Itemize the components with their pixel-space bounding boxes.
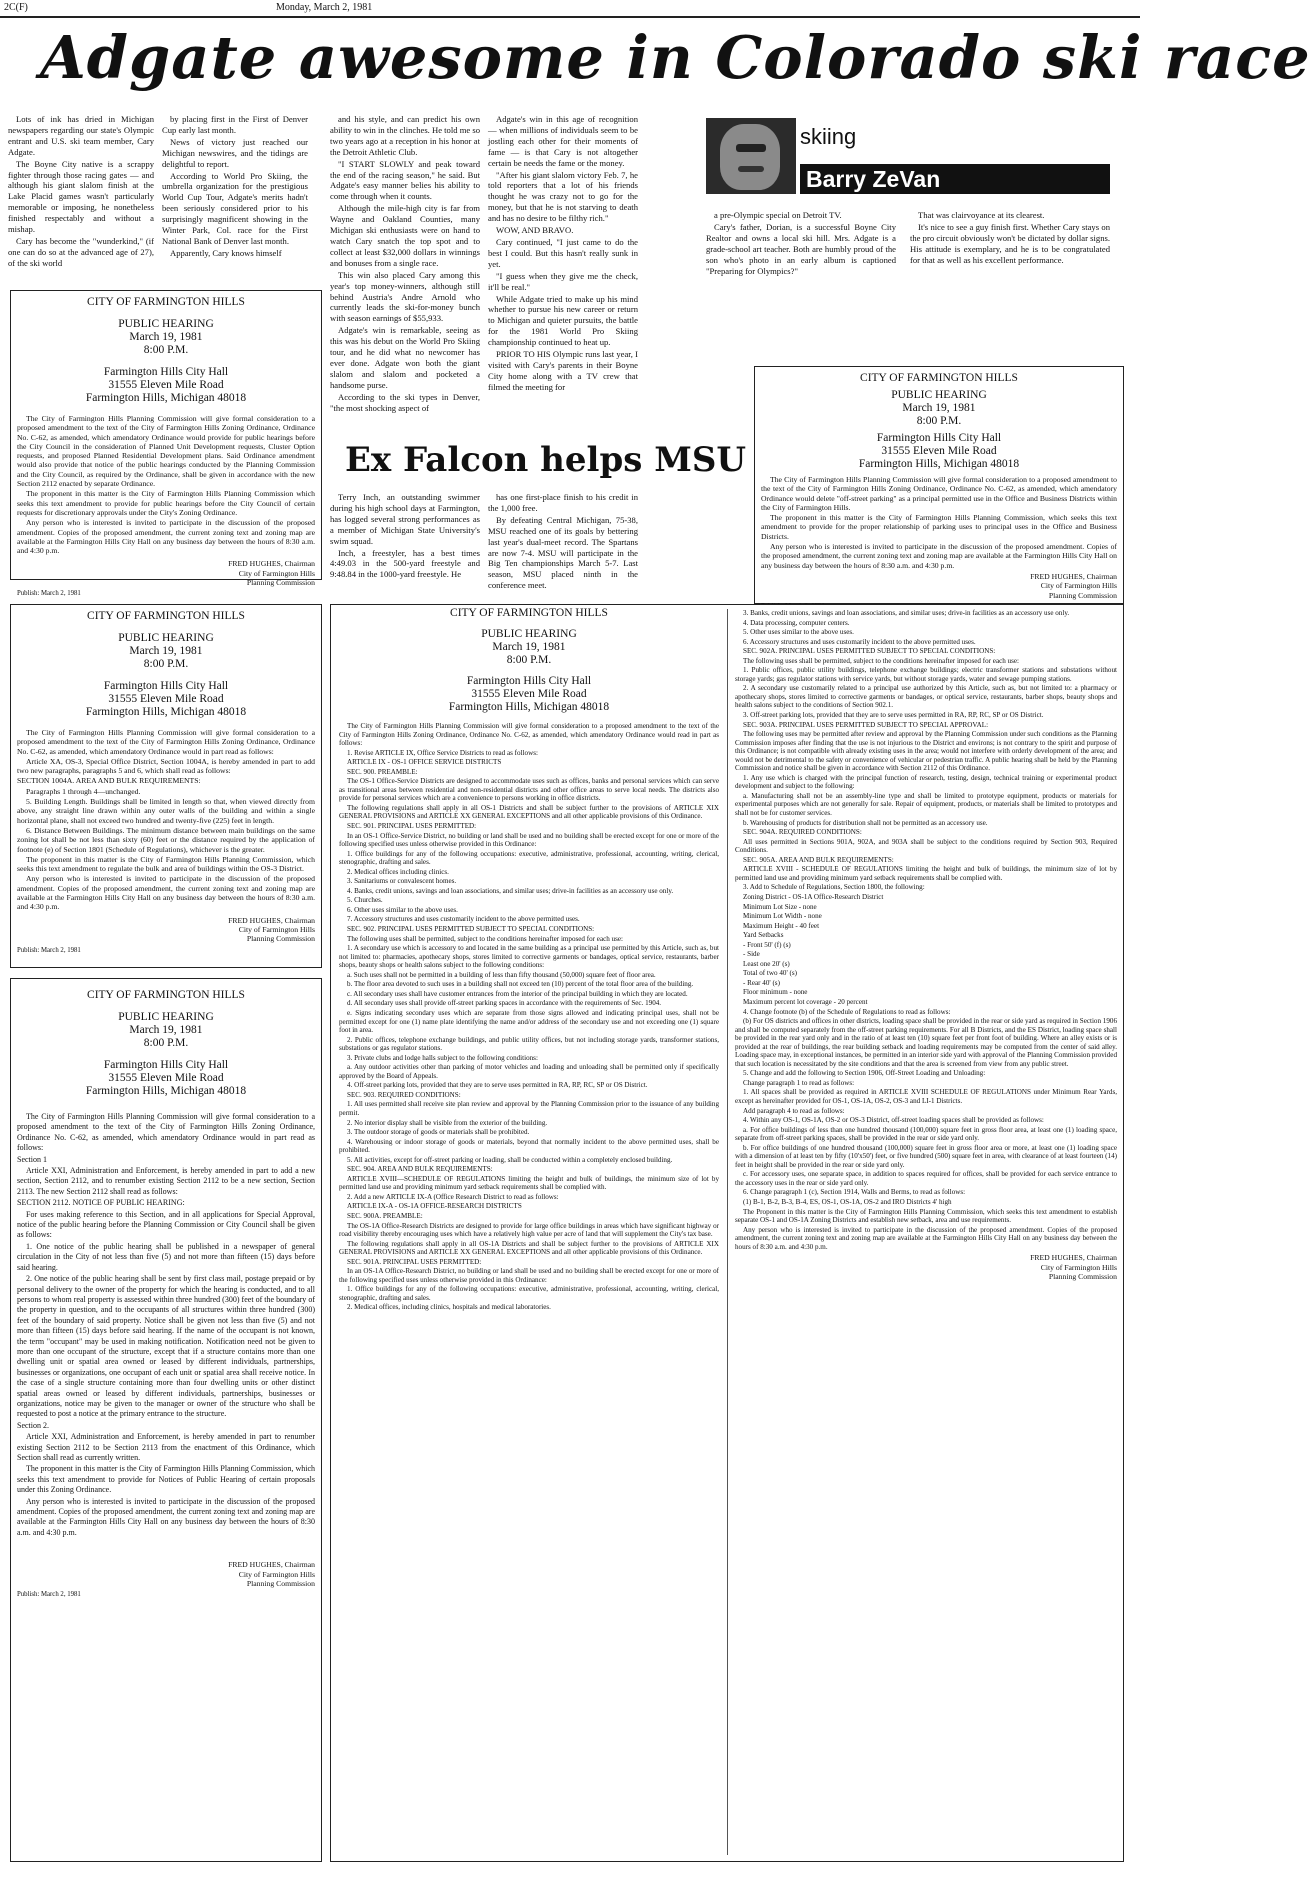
notice-paragraph: The proponent in this matter is the City of Farmington Hills Planning Commission, which seeks this text amendment to regulate the bulk and area of buildings within the OS-3 District. [17, 854, 315, 874]
notice-paragraph: 1. One notice of the public hearing shall be published in a newspaper of general circulation in the City of not less than five (5) and not more than fifteen (15) days before said hearing. [17, 1241, 315, 1272]
notice-paragraph: Any person who is interested is invited to participate in the discussion of the proposed amendment. Copies of the proposed amendment, the current zoning text and zoning map are available at the Farmington Hills City Hall on any business day between the hours of 8:30 a.m. and 4:30 p.m. [735, 1225, 1117, 1251]
notice-paragraph: SEC. 901. PRINCIPAL USES PERMITTED: [347, 822, 477, 831]
signer-org: City of Farmington Hills [238, 1569, 315, 1579]
notice-office-districts [330, 604, 1124, 1862]
notice-paragraph: SEC. 903. REQUIRED CONDITIONS: [347, 1090, 461, 1099]
signer-body: Planning Commission [246, 578, 315, 588]
story-paragraph: WOW, AND BRAVO. [496, 225, 574, 236]
notice-time: 8:00 P.M. [143, 658, 189, 670]
notice-paragraph: Minimum Lot Width - none [743, 912, 822, 921]
notice-city: CITY OF FARMINGTON HILLS [450, 607, 608, 619]
notice-place: Farmington Hills City Hall [876, 432, 1002, 444]
notice-paragraph: Article XXI, Administration and Enforcement, is hereby amended in part to renumber existing Section 2112 to be Section 2113 from the enactment of this Ordinance, which Section shall read as currently written. [17, 1432, 315, 1462]
notice-paragraph: Maximum Height - 40 feet [743, 921, 820, 930]
notice-paragraph: d. All secondary uses shall provide off-street parking spaces in accordance with the requirements of Sec. 1904. [347, 999, 662, 1008]
notice-place: Farmington Hills City Hall [103, 680, 229, 692]
notice-paragraph: - Side [743, 950, 760, 959]
notice-paragraph: Section 1 [17, 1154, 47, 1164]
signer-name: FRED HUGHES, Chairman [228, 1560, 315, 1570]
notice-paragraph: (1) B-1, B-2, B-3, B-4, ES, OS-1, OS-1A, OS-2 and IRO Districts 4' high [743, 1198, 952, 1206]
notice-body [17, 414, 315, 555]
notice-paragraph: SEC. 903A. PRINCIPAL USES PERMITTED SUBJECT TO SPECIAL APPROVAL: [743, 720, 989, 729]
signer-name: FRED HUGHES, Chairman [228, 915, 315, 925]
notice-date: March 19, 1981 [902, 402, 976, 414]
notice-title: PUBLIC HEARING [118, 1011, 214, 1023]
signer-body: Planning Commission [246, 1578, 315, 1588]
notice-paragraph: Article XA, OS-3, Special Office District, Section 1004A, is hereby amended in part to add two new paragraphs, paragraphs 5 and 6, which shall read as follows: [17, 756, 315, 776]
story-paragraph: News of victory just reached our Michigan newswires, and the tidings are delightful to report. [162, 136, 308, 169]
signer-org: City of Farmington Hills [238, 568, 315, 578]
notice-paragraph: The proponent in this matter is the City of Farmington Hills Planning Commission which seeks this text amendment to provide for public hearings before the City Council of certain requests for discretionary approvals under the City's Zoning Ordinance. [17, 489, 315, 517]
notice-paragraph: b. For office buildings of one hundred thousand (100,000) square feet in gross floor area or more, at least one (1) loading space with a dimension of at least ten by fifty (10'x50') feet, or five hundred (500) square feet in area, with clearance of at least fourteen (14) feet in height shall be provided in the rear or side yard only. [735, 1143, 1117, 1169]
notice-citystate: Farmington Hills, Michigan 48018 [85, 1085, 247, 1097]
notice-place: Farmington Hills City Hall [103, 366, 229, 378]
story-paragraph: Lots of ink has dried in Michigan newspapers regarding our state's Olympic entrant and U.S. ski team member, Cary Adgate. [8, 114, 154, 157]
notice-place: Farmington Hills City Hall [466, 675, 592, 687]
story-paragraph: According to World Pro Skiing, the umbrella organization for the prestigious World Cup Tour, Adgate's merits hadn't been seriously considered prior to his surprisingly magnificent showing in the Winter Park, Col. race for the First National Bank of Denver last month. [162, 170, 308, 246]
notice-paragraph: (b) For OS districts and offices in other districts, loading space shall be provided in the rear or side yard as required in Section 1906 and shall be computed separately from the off-street parking requirements. For all B Districts, and the ES District, loading space shall be provided in the rear yard only and in the ratio of at least ten (10) square feet per front foot of building. Where an alley exists or is provided at the rear of buildings, the rear building setback and loading requirements may be computed from the center of said alley. Loading space may, in exceptional instances, be permitted in an interior side yard with approval of the Planning Commission provided that such location is necessitated by the site conditions and that the area is screened from view from any public street. [735, 1017, 1117, 1068]
notice-paragraph: 2. Public offices, telephone exchange buildings, and public utility offices, but not including storage yards, transformer stations, substations or gas regulator stations. [339, 1035, 719, 1053]
notice-paragraph: 3. The outdoor storage of goods or materials shall be prohibited. [347, 1128, 530, 1137]
notice-os3-district [10, 604, 322, 968]
notice-paragraph: 6. Change paragraph 1 (c), Section 1914, Walls and Berms, to read as follows: [743, 1188, 966, 1197]
notice-time: 8:00 P.M. [506, 654, 552, 666]
notice-paragraph: 1. All spaces shall be provided as required in ARTICLE XVIII SCHEDULE OF REGULATIONS under Minimum Rear Yards, except as hereinafter provided for OS-1, OS-1A, OS-2, OS-3 and LI-1 Districts. [735, 1088, 1117, 1105]
notice-paragraph: 2. A secondary use customarily related to a principal use authorized by this Article, such as, but not limited to: a pharmacy or apothecary shops, stores limited to corrective garments or bandages, or optical service, restaurants, barber shops, beauty shops and health salons subject to the conditions of Section 902.1. [735, 684, 1117, 710]
signer-org: City of Farmington Hills [1040, 581, 1117, 591]
notice-paragraph: ARTICLE XVIII—SCHEDULE OF REGULATIONS limiting the height and bulk of buildings, the minimum size of lot by permitted land use and providing minimum yard setback requirements shall be complied with. [339, 1174, 719, 1192]
notice-paragraph: SEC. 902. PRINCIPAL USES PERMITTED SUBJECT TO SPECIAL CONDITIONS: [347, 925, 595, 934]
publish-date: Publish: March 2, 1981 [17, 590, 81, 598]
signer-org: City of Farmington Hills [238, 924, 315, 934]
story-paragraph: Cary continued, "I just came to do the best I could. But this hasn't really sunk in yet. [488, 236, 638, 269]
story-column-2 [162, 114, 308, 284]
notice-paragraph: 4. Off-street parking lots, provided that they are to serve uses permitted in RA, RP, RC, SP or OS District. [347, 1081, 648, 1090]
notice-paragraph: a. Any outdoor activities other than parking of motor vehicles and loading and unloading shall be permitted only if specifically approved by the Board of Appeals. [339, 1063, 719, 1080]
notice-paragraph: 4. Within any OS-1, OS-1A, OS-2 or OS-3 District, off-street loading spaces shall be provided as follows: [743, 1116, 1044, 1125]
notice-paragraph: 4. Banks, credit unions, savings and loan associations, and similar uses; drive-in facilities as an accessory use only. [347, 886, 674, 895]
notice-address: 31555 Eleven Mile Road [471, 688, 587, 700]
notice-paragraph: 7. Accessory structures and uses customarily incident to the above permitted uses. [347, 915, 580, 924]
story-paragraph: "I START SLOWLY and peak toward the end of the racing season," he said. But Adgate's easy manner belies his ability to come through when it counts. [330, 158, 480, 202]
notice-paragraph: 2. No interior display shall be visible from the exterior of the building. [347, 1118, 548, 1127]
notice-paragraph: Add paragraph 4 to read as follows: [743, 1106, 845, 1115]
notice-paragraph: 5. Change and add the following to Section 1906, Off-Street Loading and Unloading: [743, 1069, 986, 1078]
columnist-photo [706, 118, 796, 194]
page-folio: 2C(F) [4, 2, 28, 13]
signer-body: Planning Commission [1048, 590, 1117, 600]
notice-citystate: Farmington Hills, Michigan 48018 [448, 701, 610, 713]
notice-paragraph: The City of Farmington Hills Planning Commission will give formal consideration to a proposed amendment to the text of the City of Farmington Hills Zoning Ordinance, Ordinance No. C-62, as amended, which amendatory Ordinance would in part read as follows: [17, 1112, 315, 1153]
notice-paragraph: Total of two 40' (s) [743, 969, 797, 978]
notice-paragraph: 1. A secondary use which is accessory to and located in the same building as a principal use permitted by this Article, such as, but not limited to: pharmacies, apothecary shops, stores limited to corrective garments or bandages, optical service, restaurants, barber shops, beauty shops or health salons subject to the following conditions: [339, 944, 719, 970]
notice-paragraph: 3. Banks, credit unions, savings and loan associations, and similar uses; drive-in facilities as an accessory use only. [743, 609, 1070, 617]
notice-paragraph: 1. Any use which is charged with the principal function of research, testing, design, technical training or experimental product development and subject to the following: [735, 773, 1117, 791]
main-headline: Adgate awesome in Colorado ski race [40, 23, 1311, 92]
story-paragraph: That was clairvoyance at its clearest. [918, 210, 1045, 220]
notice-paragraph: The following regulations shall apply in all OS-1A Districts and shall be subject further to the provisions of ARTICLE XIX GENERAL PROVISIONS and ARTICLE XX GENERAL EXCEPTIONS and all other applicable provisions of this Ordinance. [339, 1239, 719, 1257]
notice-signature [17, 1560, 315, 1588]
story-paragraph: The Boyne City native is a scrappy fighter through those racing gates — and although his giant slalom finish at the Lake Placid games wasn't particularly memorable or imposing, he nonetheless finished respectably and without a mishap. [8, 158, 154, 235]
story-paragraph: Cary's father, Dorian, is a successful Boyne City Realtor and owns a local ski hill. Mrs. Adgate is a grade-school art teacher. Both are humbly proud of the son who's photo in an early album is captioned "Preparing for Olympics?" [706, 221, 896, 276]
notice-city: CITY OF FARMINGTON HILLS [87, 989, 245, 1001]
notice-paragraph: Any person who is interested is invited to participate in the discussion of the proposed amendment. Copies of the proposed amendment, the current zoning text and zoning map are available at the Farmington Hills City Hall on any business day between the hours of 8:30 a.m. and 4:30 p.m. [17, 518, 315, 556]
notice-place: Farmington Hills City Hall [103, 1059, 229, 1071]
notice-paragraph: a. Manufacturing shall not be an assembly-line type and shall be limited to prototype equipment, products or materials for experimental purposes which are not generally for sale. Repair of equipment, products, or materials shall be limited to prototypes and shall not be for customer services. [735, 791, 1117, 818]
notice-time: 8:00 P.M. [143, 344, 189, 356]
notice-paragraph: The OS-1A Office-Research Districts are designed to provide for large office buildings in areas which have significant highway or road visibility thereby encouraging uses which have a relatively high value per acre of land that will supplement the City's tax base. [339, 1221, 719, 1239]
header-rule [0, 16, 1140, 18]
story-paragraph: Cary has become the "wunderkind," (if one can do so at the advanced age of 27), of the ski world [8, 235, 154, 268]
publish-date: Publish: March 2, 1981 [17, 946, 81, 954]
notice-title: PUBLIC HEARING [118, 632, 214, 644]
notice-paragraph: c. All secondary uses shall have customer entrances from the interior of the principal building in which they are located. [347, 989, 688, 998]
notice-paragraph: Any person who is interested is invited to participate in the discussion of the proposed amendment. Copies of the proposed amendment, the current zoning text and zoning map are available at the Farmington Hills City Hall on any business day between the hours of 8:30 a.m. and 4:30 p.m. [17, 874, 315, 912]
notice-paragraph: 5. Churches. [347, 896, 383, 905]
notice-body [17, 728, 315, 912]
signer-body: Planning Commission [1048, 1271, 1117, 1281]
notice-paragraph: The City of Farmington Hills Planning Commission will give formal consideration to a proposed amendment to the text of the City of Farmington Hills Zoning Ordinance, Ordinance No. C-62, as amended, which amendatory Ordinance would provide for public hearings before the City Council in the consideration of Planned Unit Development requests, Cluster Option requests, and proposed Planned Residential Development plans. Said Ordinance amendment would also provide that notice of the public hearings conducted by the Planning Commission and the City Council, as required by the Ordinance, shall be given in accordance with the new Section 2112 enacted by separate Ordinance. [17, 414, 315, 489]
story-paragraph: a pre-Olympic special on Detroit TV. [714, 210, 842, 220]
notice-time: 8:00 P.M. [143, 1037, 189, 1049]
notice-paragraph: The proponent in this matter is the City of Farmington Hills Planning Commission, which seeks this text amendment to provide for Notices of Public Hearing of certain proposals under this Zoning Ordinance. [17, 1464, 315, 1495]
notice-date: March 19, 1981 [129, 331, 203, 343]
page-header [0, 0, 1140, 16]
notice-paragraph: 4. Warehousing or indoor storage of goods or materials, beyond that normally incident to the above permitted uses, shall be prohibited. [339, 1137, 719, 1155]
notice-paragraph: Article XXI, Administration and Enforcement, is hereby amended in part to add a new section, Section 2112, and to renumber existing Section 2112 to be a new section, Section 2113. The new Section 2112 shall read as follows: [17, 1166, 315, 1196]
story-column-6 [910, 210, 1110, 310]
story-paragraph: Adgate's win in this age of recognition — when millions of individuals seem to be jostling each other for their moments of fame — is that Cary is not altogether certain be needs the fame or the money. [488, 114, 638, 168]
notice-paragraph: Zoning District - OS-1A Office-Research District [743, 892, 884, 901]
notice-city: CITY OF FARMINGTON HILLS [87, 610, 245, 622]
notice-paragraph: 3. Sanitariums or convalescent homes. [347, 877, 457, 886]
notice-paragraph: SEC. 905A. AREA AND BULK REQUIREMENTS: [743, 855, 894, 864]
notice-paragraph: a. For office buildings of less than one hundred thousand (100,000) square feet in gross floor area, at least one (1) loading space, separate from off-street parking spaces, shall be provided in the rear or side yard only. [735, 1125, 1117, 1143]
notice-paragraph: 2. One notice of the public hearing shall be sent by first class mail, postage prepaid or by personal delivery to the owner of the property for which the hearing is conducted, and to all persons to whom real property is assessed within three hundred (300) feet of the boundary of the property in question, and to the occupants of all structures within three hundred (300) feet of the boundary of said property. Notice shall be given not less than five (5) and not more than fifteen (15) days before said hearing. If the name of the occupant is not known, the term "occupant" may be used in making notification. Notification need not be given to more than one occupant of the structure, except that if a structure contains more than one dwelling unit or spatial area owned or leased by different individuals, partnerships, businesses or organizations, one occupant of each unit or spatial area shall receive notice. In the case of a single structure containing more than four dwelling units or other distinct spatial areas owned or leased by different individuals, partnerships, businesses or organizations, notice may be given to the manager or owner of the structure who shall be requested to post a notice at the primary entrance to the structure. [17, 1274, 315, 1419]
notice-paragraph: Minimum Lot Size - none [743, 902, 817, 911]
notice-off-street-parking [754, 366, 1124, 604]
notice-paragraph: - Front 50' (f) (s) [743, 940, 791, 949]
notice-address: 31555 Eleven Mile Road [881, 445, 997, 457]
notice-paragraph: 2. Add a new ARTICLE IX-A (Office Research District to read as follows: [347, 1192, 559, 1201]
notice-paragraph: ARTICLE IX - OS-1 OFFICE SERVICE DISTRICTS [347, 758, 502, 767]
notice-paragraph: 6. Other uses similar to the above uses. [347, 905, 458, 914]
notice-time: 8:00 P.M. [916, 415, 962, 427]
msu-paragraph: By defeating Central Michigan, 75-38, MSU reached one of its goals by bettering last year's dual-meet record. The Spartans are now 7-4. MSU will participate in the Big Ten championships March 5-7. Last season, MSU placed ninth in the conference meet. [488, 514, 638, 591]
notice-date: March 19, 1981 [129, 1024, 203, 1036]
notice-paragraph: Any person who is interested is invited to participate in the discussion of the proposed amendment. Copies of the proposed amendment, the current zoning text and zoning map are available at the Farmington Hills City Hall on any business day between the hours of 8:30 a.m. and 4:30 p.m. [761, 542, 1117, 570]
notice-paragraph: Change paragraph 1 to read as follows: [743, 1078, 855, 1087]
notice-paragraph: Floor minimum - none [743, 988, 808, 997]
story-paragraph: "I guess when they give me the check, it'll be real." [488, 270, 638, 292]
notice-paragraph: Section 2. [17, 1420, 49, 1430]
notice-title: PUBLIC HEARING [481, 628, 577, 640]
notice-paragraph: 5. Building Length. Buildings shall be limited in length so that, when viewed directly from above, any straight line drawn within any outer walls of the building and within a single horizontal plane, shall not exceed two hundred and twenty-five (225) feet in length. [17, 797, 315, 825]
notice-paragraph: SEC. 900. PREAMBLE: [347, 767, 418, 776]
story-paragraph: While Adgate tried to make up his mind whether to pursue his new career or return to Michigan and quieter pursuits, the battle for the 1981 World Pro Skiing championship continued to heat up. [488, 293, 638, 348]
notice-paragraph: The City of Farmington Hills Planning Commission will give formal consideration to a proposed amendment to the text of the City of Farmington Hills Zoning Ordinance, Ordinance No. C-62, as amended, which amendatory Ordinance would delete "off-street parking" as a principal permitted use in the Office and Business Districts within the City of Farmington Hills. [761, 475, 1117, 512]
notice-signature [761, 572, 1117, 600]
notice-paragraph: 1. All uses permitted shall receive site plan review and approval by the Planning Commission prior to the issuance of any building permit. [339, 1100, 719, 1117]
notice-paragraph: The City of Farmington Hills Planning Commission will give formal consideration to a proposed amendment to the text of the City of Farmington Hills Zoning Ordinance, Ordinance No. C-62, as amended, which amendatory Ordinance would read in part as follows: [339, 722, 719, 748]
notice-paragraph: The following uses shall be permitted, subject to the conditions hereinafter imposed for each use: [347, 934, 623, 943]
notice-body [17, 1112, 315, 1538]
notice-paragraph: In an OS-1A Office-Research District, no building or land shall be used and no building shall be erected except for one or more of the following specified uses unless otherwise provided in this Ordinance: [339, 1267, 719, 1284]
notice-paragraph: 3. Off-street parking lots, provided that they are to serve uses permitted in RA, RP, RC, SP or OS District. [743, 711, 1044, 720]
notice-paragraph: For uses making reference to this Section, and in all applications for Special Approval, notice of the public hearing before the Planning Commission or City Council shall be given as follows: [17, 1209, 315, 1240]
notice-paragraph: 5. Other uses similar to the above uses. [743, 628, 854, 637]
notice-paragraph: 2. Medical offices including clinics. [347, 867, 449, 876]
notice-paragraph: 5. All activities, except for off-street parking or loading, shall be conducted within a completely enclosed building. [347, 1155, 673, 1164]
column-section-label: skiing [800, 124, 857, 149]
notice-paragraph: SECTION 1004A. AREA AND BULK REQUIREMENTS: [17, 776, 201, 786]
msu-paragraph: Inch, a freestyler, has a best times 4:49.03 in the 500-yard freestyle and 9:48.84 in the 1000-yard freestyle. He [330, 547, 480, 580]
story-paragraph: It's nice to see a guy finish first. Whether Cary stays on the pro circuit obviously won't be dictated by dollar signs. His attitude is exemplary, and he is to be congratulated for that as well as his excellent performance. [910, 221, 1110, 265]
notice-signature [735, 1253, 1117, 1281]
story-paragraph: by placing first in the First of Denver Cup early last month. [162, 114, 308, 135]
notice-public-hearing-procedure [10, 978, 322, 1862]
notice-signature [17, 916, 315, 944]
notice-paragraph: 4. Data processing, computer centers. [743, 618, 850, 627]
msu-paragraph: Terry Inch, an outstanding swimmer during his high school days at Farmington, has logged several strong performances as a member of Michigan State University's swim squad. [330, 492, 480, 546]
notice-paragraph: 1. Revise ARTICLE IX, Office Service Districts to read as follows: [347, 748, 538, 757]
notice-column-divider [727, 609, 728, 1855]
notice-paragraph: ARTICLE XVIII - SCHEDULE OF REGULATIONS limiting the height and bulk of buildings, the minimum size of lot by permitted land use and providing minimum yard setback requirements shall be complied with. [735, 865, 1117, 882]
notice-paragraph: The City of Farmington Hills Planning Commission will give formal consideration to a proposed amendment to the text of the City of Farmington Hills Zoning Ordinance, Ordinance No. C-62, as amended, which amendatory Ordinance would in part read as follows: [17, 728, 315, 756]
notice-address: 31555 Eleven Mile Road [108, 379, 224, 391]
notice-paragraph: The OS-1 Office-Service Districts are designed to accommodate uses such as offices, banks and personal services which can serve as transitional areas between residential and non-residential districts and other office areas to serve local needs. The districts also provide for personal services which are a convenience to persons working in office districts. [339, 777, 719, 803]
notice-paragraph: All uses permitted in Sections 901A, 902A, and 903A shall be subject to the conditions required by Section 903, Required Conditions. [735, 837, 1117, 855]
notice-paragraph: 3. Private clubs and lodge halls subject to the following conditions: [347, 1053, 538, 1062]
notice-paragraph: 2. Medical offices, including clinics, hospitals and medical laboratories. [347, 1303, 551, 1312]
notice-paragraph: The following regulations shall apply in all OS-1 Districts and shall be subject further to the provisions of ARTICLE XIX GENERAL PROVISIONS and ARTICLE XX GENERAL EXCEPTIONS and all other applicable provisions of this Ordinance. [339, 803, 719, 821]
notice-signature [17, 559, 315, 587]
notice-planned-unit-development [10, 290, 322, 598]
msu-paragraph: has one first-place finish to his credit in the 1,000 free. [488, 492, 638, 513]
columnist-byline: Barry ZeVan [800, 164, 1110, 194]
signer-name: FRED HUGHES, Chairman [228, 559, 315, 569]
notice-date: March 19, 1981 [492, 641, 566, 653]
notice-paragraph: 6. Distance Between Buildings. The minimum distance between main buildings on the same zoning lot shall be not less than sixty (60) feet or the distance required by the application of footnote (e) of Section 1801 (Schedule of Regulations), whichever is the greater. [17, 825, 315, 854]
story-column-5 [706, 210, 896, 310]
notice-paragraph: 1. Public offices, public utility buildings, telephone exchange buildings; electric transformer stations and substations without storage yards; gas regulator stations with service yards, but without storage yards, water and sewage pumping stations. [735, 666, 1117, 683]
story-paragraph: and his style, and can predict his own ability to win in the clinches. He told me so two years ago at a reception in his honor at the Detroit Athletic Club. [330, 114, 480, 157]
notice-paragraph: SECTION 2112. NOTICE OF PUBLIC HEARING: [17, 1198, 185, 1208]
signer-name: FRED HUGHES, Chairman [1030, 571, 1117, 581]
notice-paragraph: a. Such uses shall not be permitted in a building of less than fifty thousand (50,000) square feet of floor area. [347, 970, 656, 979]
notice-citystate: Farmington Hills, Michigan 48018 [85, 706, 247, 718]
story-paragraph: According to the ski types in Denver, "the most shocking aspect of [330, 391, 480, 413]
story-paragraph: This win also placed Cary among this year's top money-winners, although still behind Austria's Andre Arnold who currently leads the ski-for-money bunch with season earnings of $55,933. [330, 269, 480, 324]
notice-paragraph: SEC. 901A. PRINCIPAL USES PERMITTED: [347, 1257, 482, 1266]
story-paragraph: "After his giant slalom victory Feb. 7, he told reporters that a lot of his friends thought he was crazy not to go for the money, but that he is not starving to death and has no desire to be filthy rich." [488, 169, 638, 224]
notice-paragraph: In an OS-1 Office-Service District, no building or land shall be used and no building shall be erected except for one or more of the following specified uses unless otherwise provided in this Ordinance: [339, 831, 719, 849]
story-paragraph: Apparently, Cary knows himself [170, 247, 282, 258]
notice-paragraph: Paragraphs 1 through 4—unchanged. [26, 786, 141, 796]
notice-paragraph: The following uses shall be permitted, subject to the conditions hereinafter imposed for each use: [743, 656, 1019, 665]
notice-title: PUBLIC HEARING [891, 389, 987, 401]
notice-paragraph: Yard Setbacks [743, 931, 784, 940]
signer-org: City of Farmington Hills [1040, 1262, 1117, 1272]
notice-paragraph: e. Signs indicating secondary uses which are separate from those signs allowed and indicating principal uses, shall not be permitted except for one (1) name plate identifying the name and/or address of the secondary use and not exceeding one (1) square foot in area. [339, 1008, 719, 1035]
notice-paragraph: 6. Accessory structures and uses customarily incident to the above permitted uses. [743, 637, 976, 646]
notice-body [761, 475, 1117, 570]
notice-paragraph: - Rear 40' (s) [743, 978, 780, 987]
signer-name: FRED HUGHES, Chairman [1030, 1253, 1117, 1263]
notice-city: CITY OF FARMINGTON HILLS [860, 372, 1018, 384]
notice-paragraph: SEC. 904A. REQUIRED CONDITIONS: [743, 828, 862, 837]
story-paragraph: Adgate's win is remarkable, seeing as this was his debut on the World Pro Skiing tour, and he did what no newcomer has ever done. Adgate won both the giant slalom and slalom and pocketed a handsome purse. [330, 325, 480, 390]
story-column-1 [8, 114, 154, 284]
notice-address: 31555 Eleven Mile Road [108, 693, 224, 705]
notice-city: CITY OF FARMINGTON HILLS [87, 296, 245, 308]
notice-body-left [339, 722, 719, 1312]
notice-paragraph: The Proponent in this matter is the City of Farmington Hills Planning Commission, which seeks this text amendment to establish separate OS-1 and OS-1A Zoning Districts and establish new setback, area and use requirements. [735, 1207, 1117, 1225]
notice-paragraph: c. For accessory uses, one separate space, in addition to spaces required for offices, shall be provided for each service entrance to the accessory uses in the rear or side yard only. [735, 1170, 1117, 1187]
story-paragraph: Although the mile-high city is far from Wayne and Oakland Counties, many Michigan ski enthusiasts were on hand to watch Cary snatch the top spot and to collect at least $32,000 dollars in winnings and bonuses from a single race. [330, 203, 480, 268]
notice-paragraph: Least one 20' (s) [743, 959, 790, 968]
notice-citystate: Farmington Hills, Michigan 48018 [858, 458, 1020, 470]
notice-paragraph: b. The floor area devoted to such uses in a building shall not exceed ten (10) percent of the total floor area of the building. [347, 980, 694, 989]
notice-paragraph: SEC. 904. AREA AND BULK REQUIREMENTS: [347, 1165, 493, 1174]
notice-citystate: Farmington Hills, Michigan 48018 [85, 392, 247, 404]
notice-paragraph: b. Warehousing of products for distribution shall not be permitted as an accessory use. [743, 818, 988, 827]
notice-paragraph: Maximum percent lot coverage - 20 percent [743, 997, 868, 1006]
page-dateline: Monday, March 2, 1981 [276, 2, 373, 13]
msu-headline: Ex Falcon helps MSU [345, 440, 747, 480]
notice-date: March 19, 1981 [129, 645, 203, 657]
notice-paragraph: 4. Change footnote (b) of the Schedule of Regulations to read as follows: [743, 1007, 951, 1016]
notice-address: 31555 Eleven Mile Road [108, 1072, 224, 1084]
msu-column-1 [330, 492, 480, 584]
story-paragraph: PRIOR TO HIS Olympic runs last year, I visited with Cary's parents in their Boyne City home along with a TV crew that filmed the meeting for [488, 349, 638, 392]
notice-paragraph: Any person who is interested is invited to participate in the discussion of the proposed amendment. Copies of the proposed amendment, the current zoning text and zoning map are available at the Farmington Hills City Hall on any business day between the hours of 8:30 a.m. and 4:30 p.m. [17, 1496, 315, 1537]
publish-date: Publish: March 2, 1981 [17, 1591, 81, 1599]
notice-paragraph: The proponent in this matter is the City of Farmington Hills Planning Commission, which seeks this text amendment to provide for the proper relationship of parking uses to principal uses in the Office and Business Districts. [761, 513, 1117, 541]
signer-body: Planning Commission [246, 934, 315, 944]
msu-column-2 [488, 492, 638, 591]
notice-paragraph: 1. Office buildings for any of the following occupations: executive, administrative, professional, accounting, writing, clerical, stenographic, drafting and sales. [339, 849, 719, 867]
notice-paragraph: 1. Office buildings for any of the following occupations: executive, administrative, professional, accounting, writing, clerical, stenographic, drafting and sales. [339, 1285, 719, 1302]
notice-paragraph: SEC. 900A. PREAMBLE: [347, 1211, 423, 1220]
notice-paragraph: 3. Add to Schedule of Regulations, Section 1800, the following: [743, 883, 925, 892]
notice-paragraph: ARTICLE IX-A - OS-1A OFFICE-RESEARCH DISTRICTS [347, 1202, 522, 1211]
notice-paragraph: The following uses may be permitted after review and approval by the Planning Commission under such conditions as the Planning Commission imposes after finding that the use is not injurious to the District and environs; is not contrary to the spirit and purpose of this Ordinance; is not compatible with already existing uses in the area; would not interfere with orderly development of the area; and would not be detrimental to the safety or convenience of vehicular or pedestrian traffic. A public hearing shall be held by the Planning Commission and notice shall be given in accordance with Section 2112 of this Ordinance. [735, 730, 1117, 773]
notice-body-right [735, 609, 1117, 1251]
notice-paragraph: SEC. 902A. PRINCIPAL USES PERMITTED SUBJECT TO SPECIAL CONDITIONS: [743, 647, 996, 656]
notice-title: PUBLIC HEARING [118, 318, 214, 330]
